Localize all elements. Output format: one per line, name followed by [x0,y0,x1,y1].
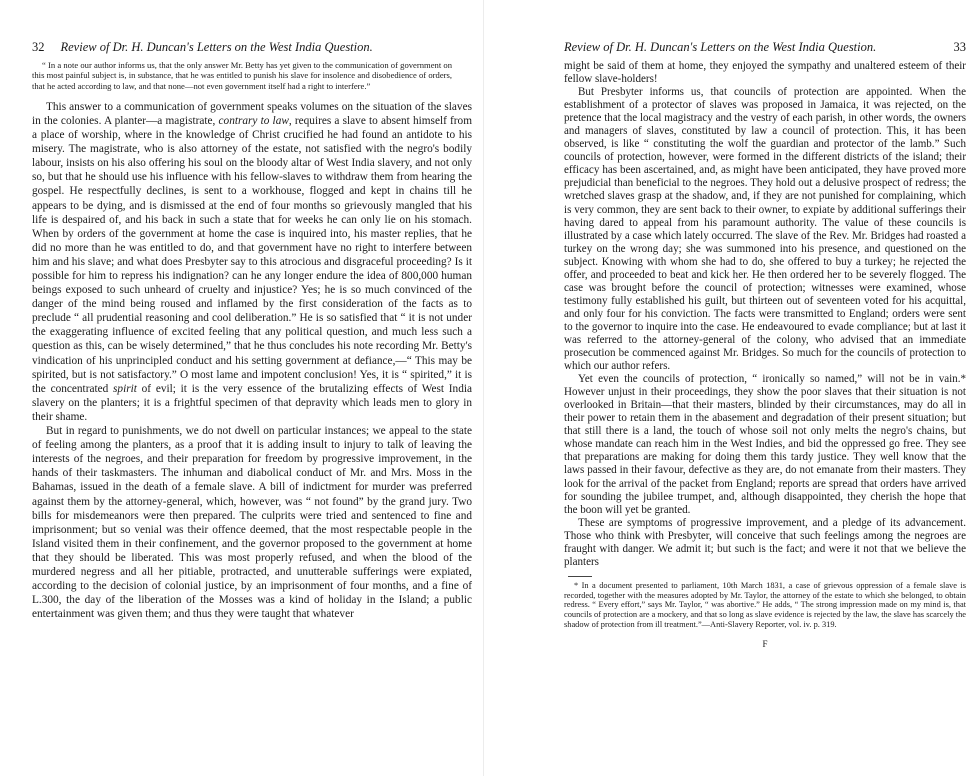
left-running-title: Review of Dr. H. Duncan's Letters on the West India Question. [60,40,373,54]
footnote-rule [568,576,592,577]
gutter-divider [483,0,484,776]
left-running-head [32,40,472,56]
paragraph: But in regard to punishments, we do not dwell on particular instances; we appeal to the state of feeling among the planters, as a proof that it is adding insult to injury to talk of leaving the interests of the negroes, and their preparation for freedom by progressive improvement, in the hands of their taskmasters. The inhuman and diabolical conduct of Mr. and Mrs. Moss in the Bahamas, issued in the death of a female slave. A bill of indictment for murder was preferred against them by the attorney-general, which, however, was “ not found” by the grand jury. Two bills for misdemeanors were then prepared. The culprits were tried and sentenced to fine and imprisonment; but so venial was their offence deemed, that the most respectable people in the Island visited them in their confinement, and the governor proposed to the government at home that they should be liberated. This was most properly refused, and when the blood of the murdered negress and all her pitiable, protracted, and unutterable sufferings were expiated, according to the decision of colonial justice, by an imprisonment of four months, and a fine of L.300, the day of the liberation of the Mosses was a kind of holiday in the Island; a public entertainment was given them; and thus they were taught that whatever [32,425,472,621]
emphasis: contrary to law [218,114,289,127]
paragraph [32,100,472,424]
left-page-number: 32 [32,40,45,54]
left-body-text [32,100,472,621]
right-running-title: Review of Dr. H. Duncan's Letters on the West India Question. [564,40,877,54]
paragraph: But Presbyter informs us, that councils of protection are appointed. When the establishment of a protector of slaves was proposed in Jamaica, it was rejected, on the pretence that the local magistracy and the vestry of each parish, in other words, the owners and managers of slaves, constituted by law a council of protection. This, it has been observed, is like “ constituting the wolf the guardian and protector of the lamb.” Such councils of protection, however, were formed in the different districts of the island; their efficacy has been ascertained, and, as might have been anticipated, they have proved more prejudicial than beneficial to the negroes. They hold out a delusive prospect of redress; the wretched slaves grasp at the shadow, and, if they are not punished for complaining, which is very common, they are sent back to their owner, to expiate by additional sufferings their having dared to appeal from his paramount authority. The value of these councils is illustrated by a case which lately occurred. The slave of the Rev. Mr. Bridges had roasted a turkey on the wrong day; she was summoned into his presence, and questioned on the subject. Knowing with whom she had to do, she offered to buy a turkey; he rejected the offer, and proceeded to beat and kick her. He then ordered her to be severely flogged. The case was brought before the council of protection; witnesses were examined, whose testimony fully established his guilt, but thirteen out of seventeen voted for his acquittal, and only four for his conviction. The facts were transmitted to England; orders were sent to the governor to inquire into the case. He endeavoured to evade compliance; but at last it was referred to the attorney-general of the colony, who advised that an immediate prosecution be commenced against Mr. Bridges. So much for the councils of protection to which our author refers. [564,86,966,373]
right-running-head [564,40,966,56]
right-page [490,0,980,776]
paragraph: These are symptoms of progressive improvement, and a pledge of its advancement. Those who think with Presbyter, will conceive that such feelings among the negroes are fraught with danger. We admit it; but such is the fact; and were it not that we believe the planters [564,516,966,568]
paragraph: might be said of them at home, they enjoyed the sympathy and unaltered esteem of their fellow slave-holders! [564,60,966,86]
left-page [0,0,482,776]
text-run: of evil; it is the very essence of the brutalizing effects of West India slavery on the planters; it is a frightful specimen of that depravity which leads men to glory in their shame. [32,382,472,423]
quoted-note: “ In a note our author informs us, that the only answer Mr. Betty has yet given to the communication of government on this most painful subject is, in substance, that he was entitled to punish his slave for insolence and disobedience of orders, that he acted according to law, and that none—not even government itself had a right to interfere.” [32,60,452,91]
signature-mark: F [762,639,768,650]
emphasis: spirit [113,382,137,395]
right-page-number: 33 [953,40,966,54]
footnote: * In a document presented to parliament, 10th March 1831, a case of grievous oppression of a female slave is recorded, together with the measures adopted by Mr. Taylor, the attorney of the estate to which she belonged, to obtain redress. “ Every effort,” says Mr. Taylor, “ was abortive.” He adds, “ The strong impression made on my mind is, that councils of protection are a mockery, and that so long as slave evidence is rejected by the law, the slave has scarcely the shadow of protection from ill treatment.”—Anti-Slavery Reporter, vol. iv. p. 319. [564,580,966,629]
paragraph: Yet even the councils of protection, “ ironically so named,” will not be in vain.* However unjust in their proceedings, they show the poor slaves that their situation is not overlooked in Britain—that their masters, blinded by their circumstances, may do all in their power to retain them in the abasement and degradation of their present situation; but that still there is a land, the touch of whose soil not only melts the negro's chains, but whose mandate can reach him in the West Indies, and bid the oppressed go free. They see that preparations are making for doing them this tardy justice. They well know that the laws passed in their favour, defective as they are, do not emanate from their masters. They look for the arrival of the packet from England; reports are spread that orders have arrived for sounding the jubilee trumpet, and, although disappointed, they cherish the hope that the boon will yet be granted. [564,373,966,516]
text-run: This answer to a communication of government speaks volumes on the situation of the slaves in the colonies. A planter—a magistrate, [32,100,472,127]
text-run: , requires a slave to absent himself from a place of worship, where in the knowledge of Christ crucified he had found an antidote to his misery. The magistrate, who is also attorney of the estate, not satisfied with the negro's bodily labour, insists on his also offering his soul on the bloody altar of West India slavery, and not only so, but that he should use his influence with his fellow-slaves to withdraw them from hearing the gospel. He respectfully declines, is sent to a workhouse, flogged and kept in chains till he appears to be dying, and is dismissed at the end of four months so grievously mangled that his life is despaired of, and his back in such a state that for weeks he can only lie on his stomach. When by orders of the government at home the case is inquired into, his master replies, that he did no more than he was entitled to do, and that government have no right to interfere between him and his slave; and what does Presbyter say to this atrocious and disgraceful proceeding? Is it possible for him to repress his indignation? can he any longer endure the idea of 800,000 human beings exposed to such unheard of cruelty and injustice? Yes; he is so much convinced of the danger of the mind being roused and inflamed by the first consideration of the facts as to preclude “ all prudential reasoning and cool deliberation.” He is so satisfied that “ it is not under the exaggerating influence of excited feeling that any political question, and much less such a question as this, can be wisely determined,” that he thus concludes his note recording Mr. Betty's vindication of his unprincipled conduct and his setting government at defiance,—“ This may be spirited, but is not satisfactory.” O most lame and impotent conclusion! Yes, it is “ spirited,” it is the concentrated [32,114,472,395]
right-body-text [564,60,966,569]
